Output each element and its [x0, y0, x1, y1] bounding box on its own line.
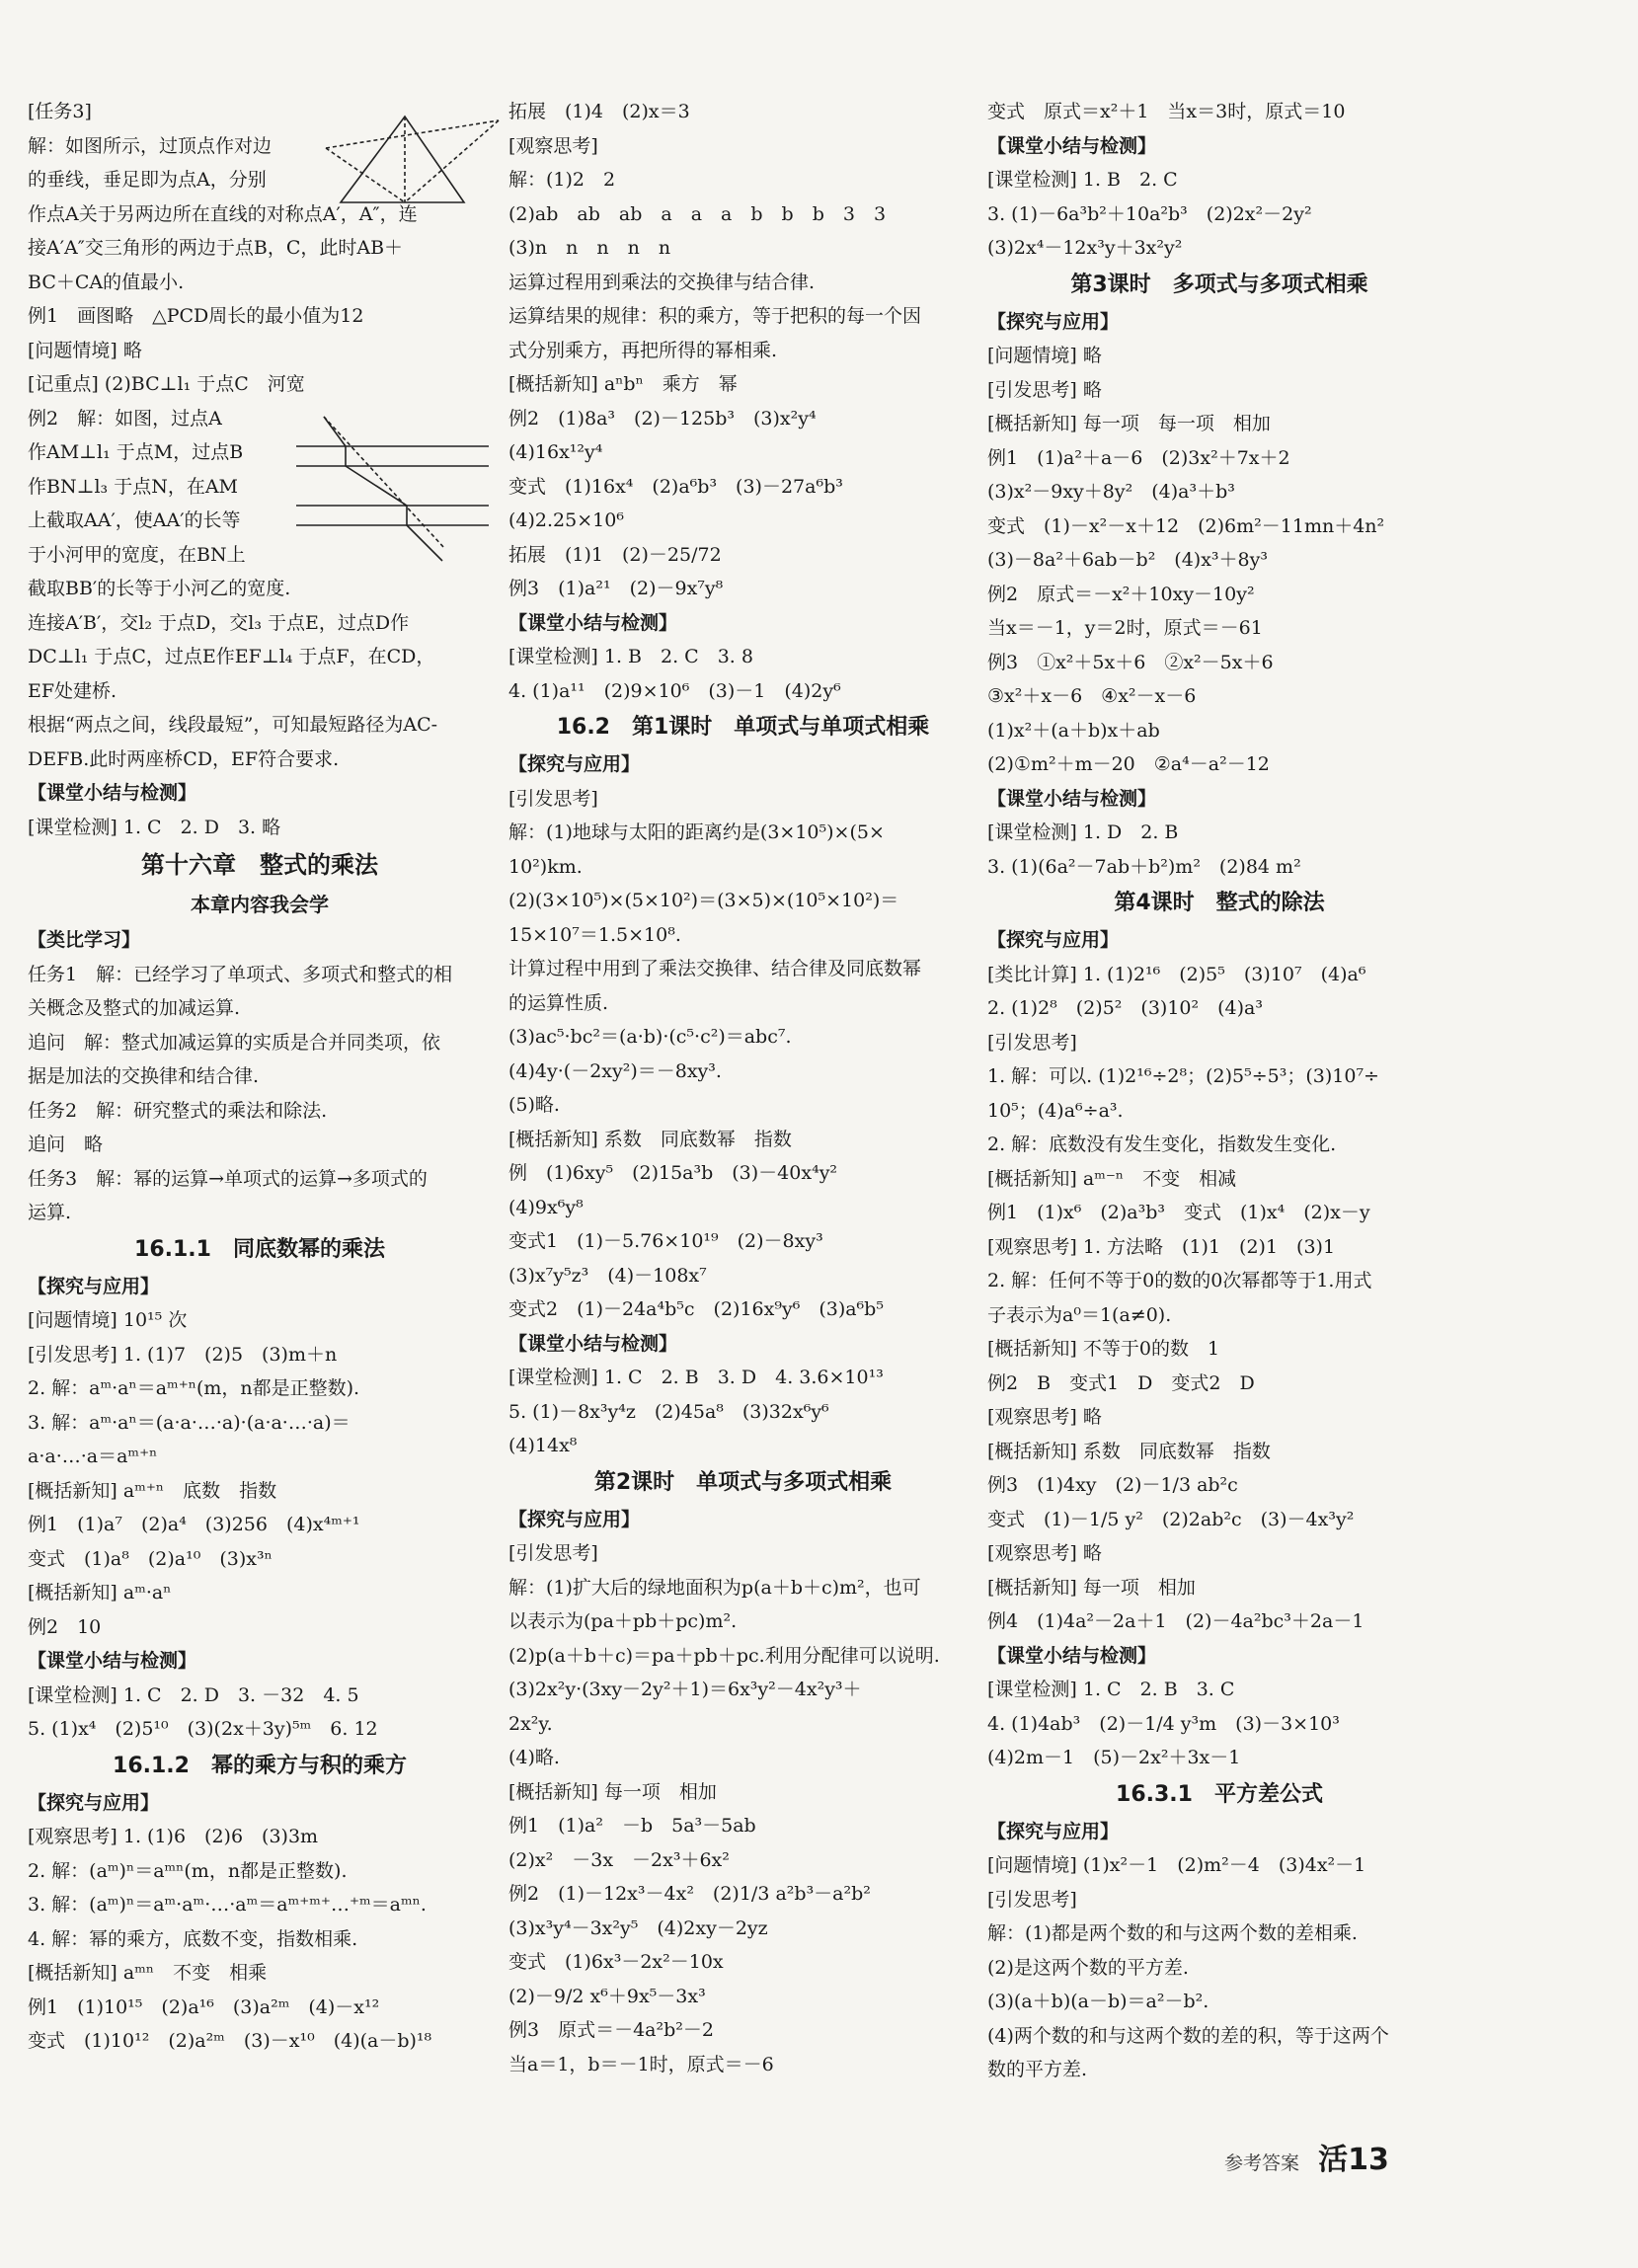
text-line: 连接A′B′，交l₂ 于点D，交l₃ 于点E，过点D作: [28, 611, 410, 634]
text-line: 例3 原式＝－4a²b²－2: [508, 2019, 714, 2041]
text-line: [观察思考] 1. (1)6 (2)6 (3)3m: [28, 1826, 319, 1847]
text-line: (3)－8a²＋6ab－b² (4)x³＋8y³: [987, 549, 1268, 571]
text-line: [概括新知] aᵐ⁻ⁿ 不变 相减: [987, 1167, 1237, 1190]
text-line: 关概念及整式的加减运算.: [28, 997, 241, 1019]
text-line: [课堂检测] 1. B 2. C: [987, 169, 1178, 191]
text-line: (2)(3×10⁵)×(5×10²)＝(3×5)×(10⁵×10²)＝: [508, 890, 899, 911]
text-line: [课堂检测] 1. B 2. C 3. 8: [508, 646, 753, 667]
text-line: (5)略.: [508, 1094, 560, 1116]
text-line: (2)①m²＋m－20 ②a⁴－a²－12: [987, 753, 1270, 775]
text-line: (2)ab ab ab a a a b b b 3 3: [508, 202, 887, 225]
section-heading: 【探究与应用】: [987, 1820, 1120, 1842]
text-line: 15×10⁷＝1.5×10⁸.: [508, 923, 681, 946]
text-line: 运算.: [28, 1202, 72, 1223]
text-line: 1. 解：可以. (1)2¹⁶÷2⁸；(2)5⁵÷5³；(3)10⁷÷: [987, 1065, 1379, 1087]
text-line: 例1 (1)x⁶ (2)a³b³ 变式 (1)x⁴ (2)x－y: [987, 1202, 1370, 1223]
text-line: [课堂检测] 1. D 2. B: [987, 821, 1179, 843]
text-line: 3. 解：(aᵐ)ⁿ＝aᵐ·aᵐ·…·aᵐ＝aᵐ⁺ᵐ⁺…⁺ᵐ＝aᵐⁿ.: [28, 1894, 427, 1916]
text-line: [概括新知] 系数 同底数幂 指数: [508, 1128, 792, 1150]
text-line: 2. 解：任何不等于0的数的0次幂都等于1.用式: [987, 1270, 1372, 1291]
text-line: 4. 解：幂的乘方，底数不变，指数相乘.: [28, 1927, 358, 1950]
text-line: [概括新知] 每一项 相加: [987, 1576, 1196, 1599]
text-line: [概括新知] 每一项 每一项 相加: [987, 413, 1271, 434]
section-heading: 【课堂小结与检测】: [508, 611, 678, 634]
text-line: (2)p(a＋b＋c)＝pa＋pb＋pc.利用分配律可以说明.: [508, 1644, 940, 1667]
lesson-heading: 16.2 第1课时 单项式与单项式相乘: [556, 715, 930, 740]
text-line: 变式 (1)6x³－2x²－10x: [508, 1951, 724, 1973]
lesson-heading: 第3课时 多项式与多项式相乘: [1070, 272, 1368, 297]
text-line: 例1 (1)10¹⁵ (2)a¹⁶ (3)a²ᵐ (4)－x¹²: [28, 1995, 380, 2018]
text-line: 例2 10: [28, 1615, 102, 1638]
text-line: 数的平方差.: [987, 2059, 1088, 2080]
text-line: [问题情境] 略: [28, 339, 142, 361]
text-line: (4)9x⁶y⁸: [508, 1196, 584, 1218]
text-line: [课堂检测] 1. C 2. D 3. 略: [28, 816, 281, 838]
text-line: 10⁵；(4)a⁶÷a³.: [987, 1099, 1124, 1122]
text-line: 变式 (1)a⁸ (2)a¹⁰ (3)x³ⁿ: [28, 1547, 273, 1570]
text-line: [观察思考]: [508, 134, 598, 157]
text-line: 5. (1)x⁴ (2)5¹⁰ (3)(2x＋3y)⁵ᵐ 6. 12: [28, 1718, 378, 1740]
text-line: 例3 ①x²＋5x＋6 ②x²－5x＋6: [987, 651, 1274, 673]
text-line: 2. (1)2⁸ (2)5² (3)10² (4)a³: [987, 997, 1263, 1019]
text-line: 3. (1)－6a³b²＋10a²b³ (2)2x²－2y²: [987, 202, 1312, 225]
text-line: 例2 解：如图，过点A: [28, 407, 222, 430]
text-line: 例2 原式＝－x²＋10xy－10y²: [987, 583, 1255, 605]
section-heading: 【课堂小结与检测】: [987, 134, 1157, 157]
text-line: (3)x³y⁴－3x²y⁵ (4)2xy－2yz: [508, 1916, 768, 1939]
lesson-heading: 第4课时 整式的除法: [1114, 891, 1325, 915]
text-line: (2)－9/2 x⁶＋9x⁵－3x³: [508, 1985, 706, 2007]
text-line: 2x²y.: [508, 1712, 553, 1735]
text-line: [引发思考] 1. (1)7 (2)5 (3)m＋n: [28, 1343, 338, 1366]
text-line: 截取BB′的长等于小河乙的宽度.: [28, 578, 291, 599]
section-heading: 【课堂小结与检测】: [508, 1332, 678, 1355]
text-line: 例4 (1)4a²－2a＋1 (2)－4a²bc³＋2a－1: [987, 1610, 1365, 1632]
text-line: 变式1 (1)－5.76×10¹⁹ (2)－8xy³: [508, 1230, 823, 1252]
triangle-reflection-figure: [316, 109, 504, 207]
text-line: 变式 (1)16x⁴ (2)a⁶b³ (3)－27a⁶b³: [508, 475, 843, 498]
text-line: 例 (1)6xy⁵ (2)15a³b (3)－40x⁴y²: [508, 1162, 838, 1184]
text-line: 拓展 (1)1 (2)－25/72: [508, 543, 722, 566]
text-line: 变式 (1)10¹² (2)a²ᵐ (3)－x¹⁰ (4)(a－b)¹⁸: [28, 2030, 432, 2052]
text-line: (3)2x⁴－12x³y＋3x²y²: [987, 237, 1183, 259]
text-line: a·a·…·a＝aᵐ⁺ⁿ: [28, 1446, 158, 1467]
text-line: EF处建桥.: [28, 679, 117, 702]
section-heading: 【探究与应用】: [508, 1508, 641, 1530]
text-line: 2. 解：(aᵐ)ⁿ＝aᵐⁿ(m，n都是正整数).: [28, 1859, 348, 1882]
text-line: [问题情境] (1)x²－1 (2)m²－4 (3)4x²－1: [987, 1854, 1366, 1876]
text-line: [概括新知] aᵐ·aⁿ: [28, 1582, 172, 1603]
lesson-heading: 第2课时 单项式与多项式相乘: [593, 1469, 893, 1495]
text-line: [课堂检测] 1. C 2. B 3. C: [987, 1679, 1235, 1700]
text-line: DEFB.此时两座桥CD，EF符合要求.: [28, 747, 340, 770]
text-line: 解：(1)2 2: [508, 169, 616, 191]
text-line: 追问 解：整式加减运算的实质是合并同类项，依: [28, 1031, 441, 1054]
text-line: 例1 (1)a² －b 5a³－5ab: [508, 1815, 756, 1837]
text-line: [引发思考]: [508, 1542, 598, 1564]
text-line: 2. 解：底数没有发生变化，指数发生变化.: [987, 1134, 1337, 1155]
page-footer: [1224, 2135, 1389, 2178]
text-line: [观察思考] 略: [987, 1542, 1102, 1564]
text-line: [概括新知] 不等于0的数 1: [987, 1338, 1220, 1360]
section-heading: 【课堂小结与检测】: [987, 787, 1157, 810]
lesson-heading: 16.1.2 幂的乘方与积的乘方: [113, 1753, 407, 1778]
text-line: 例2 (1)8a³ (2)－125b³ (3)x²y⁴: [508, 407, 817, 430]
text-line: 作AM⊥l₁ 于点M，过点B: [28, 441, 244, 463]
text-line: 任务3 解：幂的运算→单项式的运算→多项式的: [28, 1167, 428, 1190]
footer-label: 参考答案: [1224, 2152, 1300, 2174]
text-line: (3)x²－9xy＋8y² (4)a³＋b³: [987, 481, 1235, 503]
text-line: 例1 (1)a⁷ (2)a⁴ (3)256 (4)x⁴ᵐ⁺¹: [28, 1514, 360, 1535]
text-line: 追问 略: [28, 1134, 104, 1155]
text-line: 根据“两点之间，线段最短”，可知最短路径为AC-: [28, 714, 438, 736]
text-line: 10²)km.: [508, 855, 583, 878]
text-line: 变式 (1)－x²－x＋12 (2)6m²－11mn＋4n²: [987, 514, 1385, 537]
text-line: 例3 (1)4xy (2)－1/3 ab²c: [987, 1474, 1238, 1496]
text-line: 4. (1)a¹¹ (2)9×10⁶ (3)－1 (4)2y⁶: [508, 679, 841, 702]
chapter-title: 第十六章 整式的乘法: [141, 851, 378, 879]
text-line: 运算结果的规律：积的乘方，等于把积的每一个因: [508, 305, 922, 327]
text-line: [概括新知] aⁿbⁿ 乘方 幂: [508, 373, 738, 395]
text-line: BC＋CA的值最小.: [28, 271, 185, 293]
text-line: [课堂检测] 1. C 2. D 3. －32 4. 5: [28, 1683, 359, 1706]
text-line: 作BN⊥l₃ 于点N，在AM: [28, 475, 238, 498]
text-line: 任务2 解：研究整式的乘法和除法.: [28, 1099, 328, 1122]
text-line: 解：(1)扩大后的绿地面积为p(a＋b＋c)m²，也可: [508, 1576, 921, 1599]
text-line: (2)是这两个数的平方差.: [987, 1956, 1189, 1979]
text-line: 运算过程用到乘法的交换律与结合律.: [508, 271, 816, 293]
text-line: 计算过程中用到了乘法交换律、结合律及同底数幂: [508, 958, 922, 979]
text-line: (4)2m－1 (5)－2x²＋3x－1: [987, 1747, 1241, 1768]
text-line: 3. (1)(6a²－7ab＋b²)m² (2)84 m²: [987, 855, 1301, 878]
text-line: [任务3]: [28, 101, 92, 122]
section-heading: 【课堂小结与检测】: [987, 1644, 1157, 1667]
text-line: (4)略.: [508, 1747, 560, 1768]
column-left: [28, 95, 492, 2059]
text-line: 作点A关于另两边所在直线的对称点A′，A″，连: [28, 202, 418, 225]
text-line: 变式2 (1)－24a⁴b⁵c (2)16x⁹y⁶ (3)a⁶b⁵: [508, 1298, 884, 1320]
text-line: 拓展 (1)4 (2)x＝3: [508, 101, 690, 122]
text-line: [问题情境] 10¹⁵ 次: [28, 1309, 188, 1331]
text-line: (4)16x¹²y⁴: [508, 441, 603, 463]
text-line: 3. 解：aᵐ·aⁿ＝(a·a·…·a)·(a·a·…·a)＝: [28, 1411, 351, 1434]
section-heading: 【课堂小结与检测】: [28, 782, 197, 804]
text-line: [课堂检测] 1. C 2. B 3. D 4. 3.6×10¹³: [508, 1367, 884, 1388]
text-line: 4. (1)4ab³ (2)－1/4 y³m (3)－3×10³: [987, 1712, 1340, 1735]
text-line: 例2 B 变式1 D 变式2 D: [987, 1371, 1255, 1394]
section-heading: 【课堂小结与检测】: [28, 1650, 197, 1672]
text-line: DC⊥l₁ 于点C，过点E作EF⊥l₄ 于点F，在CD，: [28, 646, 435, 667]
text-line: 接A′A″交三角形的两边于点B，C，此时AB＋: [28, 237, 404, 259]
lesson-heading: 16.3.1 平方差公式: [1116, 1781, 1323, 1807]
text-line: 当a＝1，b＝－1时，原式＝－6: [508, 2053, 774, 2075]
chapter-subtitle: 本章内容我会学: [191, 893, 329, 916]
text-line: [概括新知] 系数 同底数幂 指数: [987, 1440, 1271, 1462]
section-heading: 【类比学习】: [28, 929, 141, 951]
text-line: 的垂线，垂足即为点A，分别: [28, 169, 267, 191]
text-line: 于小河甲的宽度，在BN上: [28, 543, 246, 566]
text-line: [引发思考]: [987, 1031, 1077, 1054]
text-line: (3)(a＋b)(a－b)＝a²－b².: [987, 1991, 1209, 2012]
column-middle: [508, 95, 977, 2081]
text-line: 变式 原式＝x²＋1 当x＝3时，原式＝10: [987, 101, 1346, 122]
text-line: (4)2.25×10⁶: [508, 509, 624, 531]
text-line: 任务1 解：已经学习了单项式、多项式和整式的相: [28, 963, 453, 985]
text-line: 例1 (1)a²＋a－6 (2)3x²＋7x＋2: [987, 446, 1290, 469]
section-heading: 【探究与应用】: [987, 310, 1120, 333]
text-line: [观察思考] 略: [987, 1406, 1102, 1428]
text-line: [引发思考]: [987, 1888, 1077, 1911]
text-line: 例1 画图略 △PCD周长的最小值为12: [28, 305, 364, 327]
section-heading: 【探究与应用】: [508, 753, 641, 775]
section-heading: 【探究与应用】: [28, 1791, 160, 1814]
text-line: (3)ac⁵·bc²＝(a·b)·(c⁵·c²)＝abc⁷.: [508, 1026, 792, 1048]
text-line: [概括新知] aᵐⁿ 不变 相乘: [28, 1962, 268, 1984]
text-line: 的运算性质.: [508, 991, 609, 1014]
text-line: [引发思考]: [508, 787, 598, 810]
text-line: [概括新知] aᵐ⁺ⁿ 底数 指数: [28, 1479, 277, 1502]
text-line: (3)n n n n n: [508, 237, 671, 259]
text-line: 当x＝－1，y＝2时，原式＝－61: [987, 617, 1263, 639]
text-line: (1)x²＋(a＋b)x＋ab: [987, 719, 1160, 742]
text-line: 解：如图所示，过顶点作对边: [28, 134, 273, 157]
lesson-heading: 16.1.1 同底数幂的乘法: [134, 1236, 385, 1262]
text-line: (4)4y·(－2xy²)＝－8xy³.: [508, 1059, 722, 1082]
text-line: (3)x⁷y⁵z³ (4)－108x⁷: [508, 1264, 707, 1287]
text-line: 例3 (1)a²¹ (2)－9x⁷y⁸: [508, 578, 724, 599]
text-line: 2. 解：aᵐ·aⁿ＝aᵐ⁺ⁿ(m，n都是正整数).: [28, 1377, 360, 1399]
text-line: [记重点] (2)BC⊥l₁ 于点C 河宽: [28, 373, 305, 395]
text-line: (4)两个数的和与这两个数的差的积，等于这两个: [987, 2024, 1389, 2047]
text-line: [观察思考] 1. 方法略 (1)1 (2)1 (3)1: [987, 1235, 1336, 1258]
text-line: ③x²＋x－6 ④x²－x－6: [987, 685, 1197, 707]
text-line: [引发思考] 略: [987, 378, 1102, 401]
text-line: 变式 (1)－1/5 y² (2)2ab²c (3)－4x³y²: [987, 1508, 1355, 1530]
column-right: [987, 95, 1451, 2087]
text-line: 5. (1)－8x³y⁴z (2)45a⁸ (3)32x⁶y⁶: [508, 1400, 829, 1423]
text-line: 式分别乘方，再把所得的幂相乘.: [508, 339, 778, 361]
text-line: (4)14x⁸: [508, 1435, 578, 1456]
section-heading: 【探究与应用】: [28, 1275, 160, 1297]
text-line: 子表示为a⁰＝1(a≠0).: [987, 1303, 1172, 1326]
text-line: 以表示为(pa＋pb＋pc)m².: [508, 1610, 738, 1632]
section-heading: 【探究与应用】: [987, 929, 1120, 951]
text-line: 解：(1)都是两个数的和与这两个数的差相乘.: [987, 1922, 1358, 1944]
text-line: 上截取AA′，使AA′的长等: [28, 509, 241, 531]
text-line: [概括新知] 每一项 相加: [508, 1780, 717, 1803]
text-line: (2)x² －3x －2x³＋6x²: [508, 1848, 730, 1871]
page-number: 活13: [1318, 2143, 1389, 2177]
text-line: 据是加法的交换律和结合律.: [28, 1065, 260, 1087]
text-line: (3)2x²y·(3xy－2y²＋1)＝6x³y²－4x²y³＋: [508, 1679, 862, 1700]
text-line: 解：(1)地球与太阳的距离约是(3×10⁵)×(5×: [508, 821, 885, 843]
text-line: [类比计算] 1. (1)2¹⁶ (2)5⁵ (3)10⁷ (4)a⁶: [987, 963, 1366, 985]
text-line: 例2 (1)－12x³－4x² (2)1/3 a²b³－a²b²: [508, 1883, 871, 1905]
text-line: [问题情境] 略: [987, 345, 1102, 366]
bridge-path-figure: [296, 415, 494, 573]
